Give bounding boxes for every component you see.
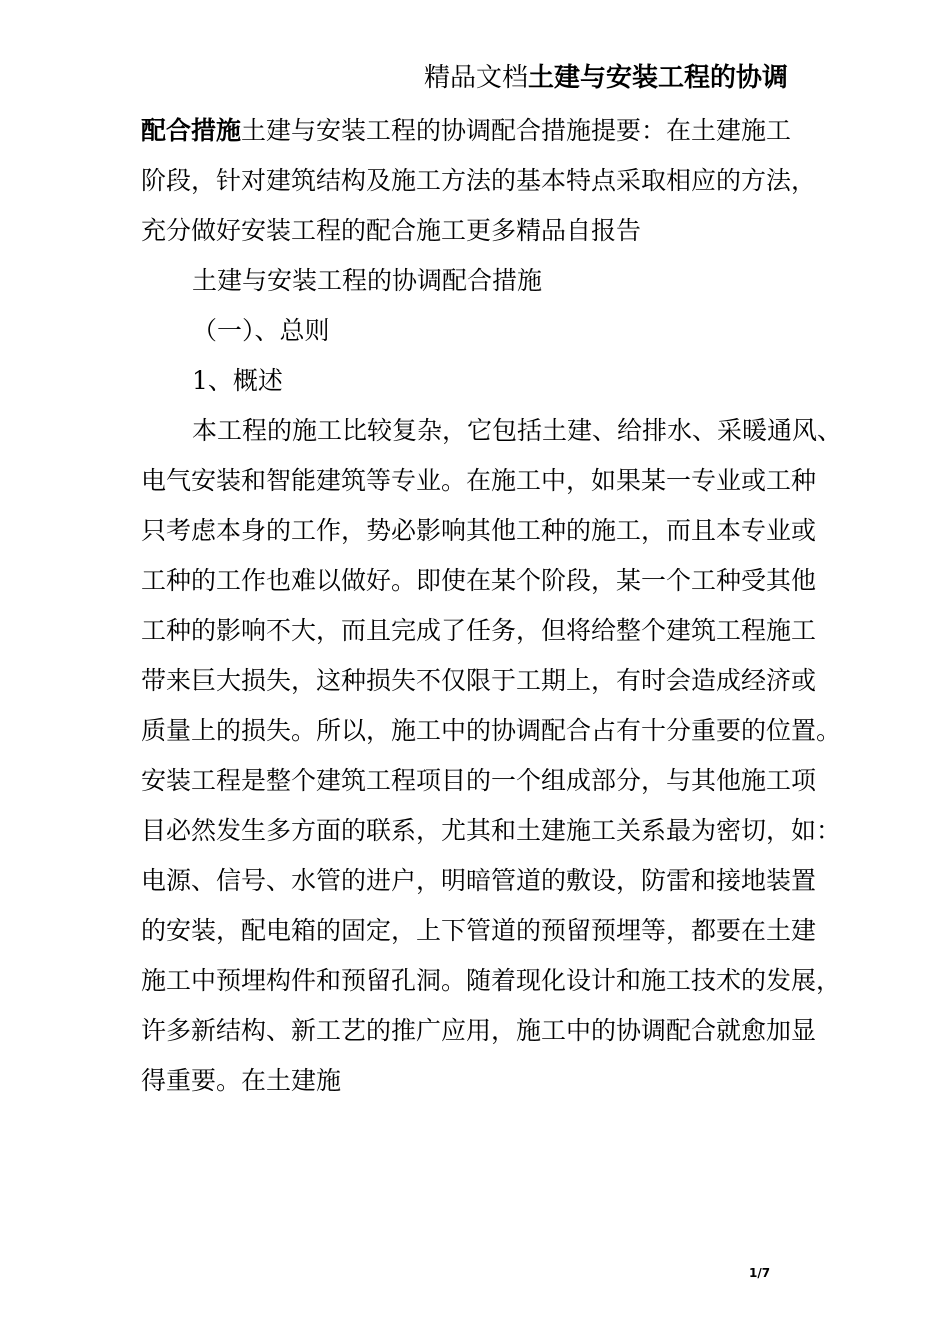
intro-line-1 — [141, 106, 841, 156]
paragraph-line: 只考虑本身的工作，势必影响其他工种的施工，而且本专业或 — [141, 516, 817, 545]
intro-line-3: 充分做好安装工程的配合施工更多精品自报告 — [141, 216, 642, 245]
document-title — [424, 58, 788, 98]
section-title: 土建与安装工程的协调配合措施 — [192, 266, 543, 295]
paragraph-line: 的安装，配电箱的固定，上下管道的预留预埋等，都要在土建 — [141, 916, 817, 945]
paragraph-line: 工种的工作也难以做好。即使在某个阶段，某一个工种受其他 — [141, 566, 817, 595]
section-heading: （一）、总则 — [192, 316, 330, 345]
paragraph-line: 得重要。在土建施 — [141, 1066, 342, 1095]
paragraph-line: 电源、信号、水管的进户，明暗管道的敷设，防雷和接地装置 — [141, 866, 817, 895]
main-paragraph — [141, 406, 841, 1106]
subsection-heading: 1、概述 — [192, 366, 283, 395]
paragraph-line: 电气安装和智能建筑等专业。在施工中，如果某一专业或工种 — [141, 466, 817, 495]
paragraph-line: 带来巨大损失，这种损失不仅限于工期上，有时会造成经济或 — [141, 666, 817, 695]
paragraph-line: 目必然发生多方面的联系，尤其和土建施工关系最为密切，如： — [141, 816, 842, 845]
intro-line-2: 阶段，针对建筑结构及施工方法的基本特点采取相应的方法， — [141, 166, 817, 195]
paragraph-line: 工种的影响不大，而且完成了任务，但将给整个建筑工程施工 — [141, 616, 817, 645]
intro-text-1: 土建与安装工程的协调配合措施提要：在土建施工 — [241, 116, 792, 145]
title-main: 土建与安装工程的协调 — [528, 63, 789, 93]
paragraph-line: 许多新结构、新工艺的推广应用，施工中的协调配合就愈加显 — [141, 1016, 817, 1045]
paragraph-line: 本工程的施工比较复杂，它包括土建、给排水、采暖通风、 — [192, 416, 843, 445]
title-continuation: 配合措施 — [141, 116, 242, 145]
paragraph-line: 质量上的损失。所以，施工中的协调配合占有十分重要的位置。 — [141, 716, 842, 745]
intro-block — [141, 106, 841, 256]
paragraph-line: 施工中预埋构件和预留孔洞。随着现化设计和施工技术的发展， — [141, 966, 842, 995]
title-prefix: 精品文档 — [424, 63, 529, 93]
paragraph-line: 安装工程是整个建筑工程项目的一个组成部分，与其他施工项 — [141, 766, 817, 795]
page-number: 1/7 — [749, 1266, 771, 1280]
